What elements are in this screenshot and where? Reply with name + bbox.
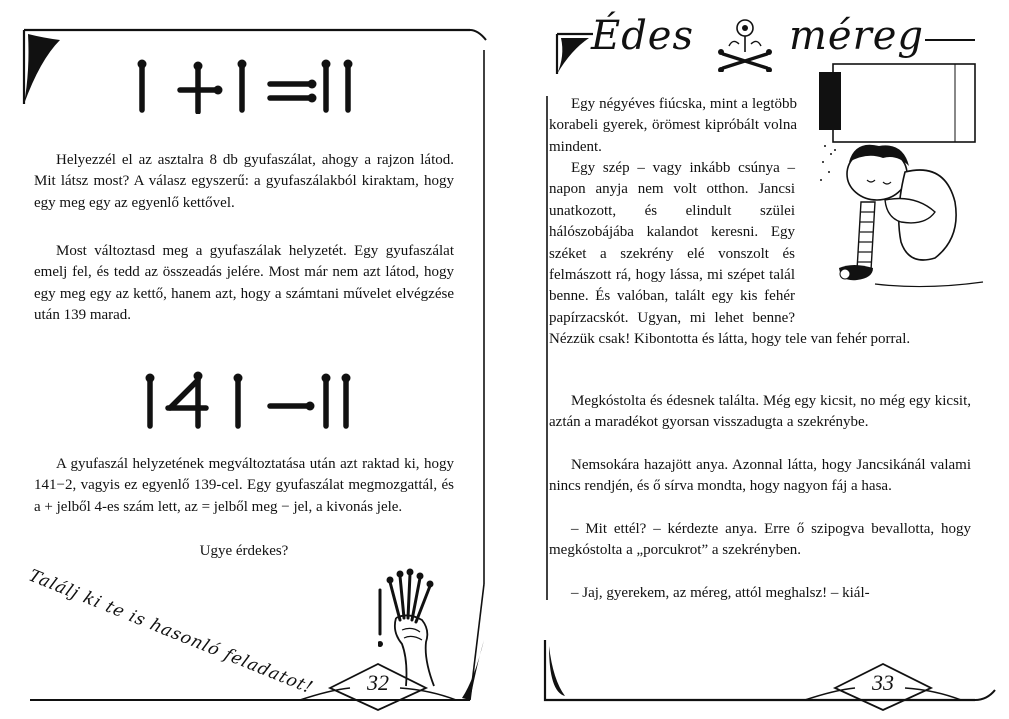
intro-paragraph: Helyezzél el az asztalra 8 db gyufaszálat, ahogy a rajzon látod. Mit látsz most? A válasz egyszerű: a gyufaszálakból kiraktam, hogy egy meg egy az egyenlő kettővel.	[34, 152, 454, 211]
left-page	[0, 0, 500, 716]
explanation-paragraph: A gyufaszál helyzetének megváltoztatása után azt raktad ki, hogy 141−2, vagyis ez egyenlő 139-cel. Egy gyufaszálat megmozgattál, és a + jelből 4-es szám lett, az = jelből meg − jel, a kivonás jele.	[34, 456, 454, 515]
page-number-left: 32	[367, 670, 389, 695]
illustration-wrap-space	[795, 158, 971, 326]
right-page	[505, 0, 1009, 716]
closing-line: Ugye érdekes?	[199, 543, 289, 559]
story-paragraph-1: Egy négyéves fiúcska, mint a legtöbb korabeli gyerek, örömest kipróbált volna mindent.	[549, 96, 797, 155]
matchstick-equation-bottom	[140, 368, 360, 430]
instruction-paragraph: Most változtasd meg a gyufaszálak helyzetét. Egy gyufaszálat emelj fel, és tedd az összeadás jelére. Most már nem azt látod, hogy egy meg egy az kettő, hanem azt, hogy a számtani művelet elvégzése után 139 marad.	[34, 243, 454, 324]
story-paragraph-2: Egy szép – vagy inkább csúnya – napon anyja nem volt otthon. Jancsi unatkozott, és elindult szülei hálószobájába kalandot keresni. Egy széket a szekrény elé vonszolt és felmászott rá, hogy lássa, mi szépet talál benne. És valóban, talált egy kis fehér papírzacskót. Ugyan, mi lehet benne? Nézzük csak! Kibontotta és látta, hogy tele van fehér porral.	[549, 158, 971, 351]
story-paragraph-3: Megkóstolta és édesnek találta. Még egy kicsit, no még egy kicsit, aztán a maradékot gyorsan visszadugta a szekrénybe.	[549, 393, 971, 431]
script-caption: Találj ki te is hasonló feladatot!	[25, 566, 317, 699]
story-paragraph-5: – Mit ettél? – kérdezte anya. Erre ő szipogva bevallotta, hogy megkóstolta a „porcukrot” a szekrényben.	[549, 521, 971, 559]
page-number-right: 33	[872, 670, 894, 695]
chapter-title-word-2: méreg	[789, 13, 924, 59]
matchstick-equation-top	[120, 56, 370, 114]
chapter-title-word-1: Édes	[591, 13, 695, 59]
story-paragraph-4: Nemsokára hazajött anya. Azonnal látta, hogy Jancsikánál valami nincs rendjén, és ő sírva mondta, hogy nagyon fáj a hasa.	[549, 457, 971, 495]
story-paragraph-6: – Jaj, gyerekem, az méreg, attól meghalsz! – kiál-	[571, 585, 870, 601]
skull-flower-ornament	[715, 16, 775, 72]
